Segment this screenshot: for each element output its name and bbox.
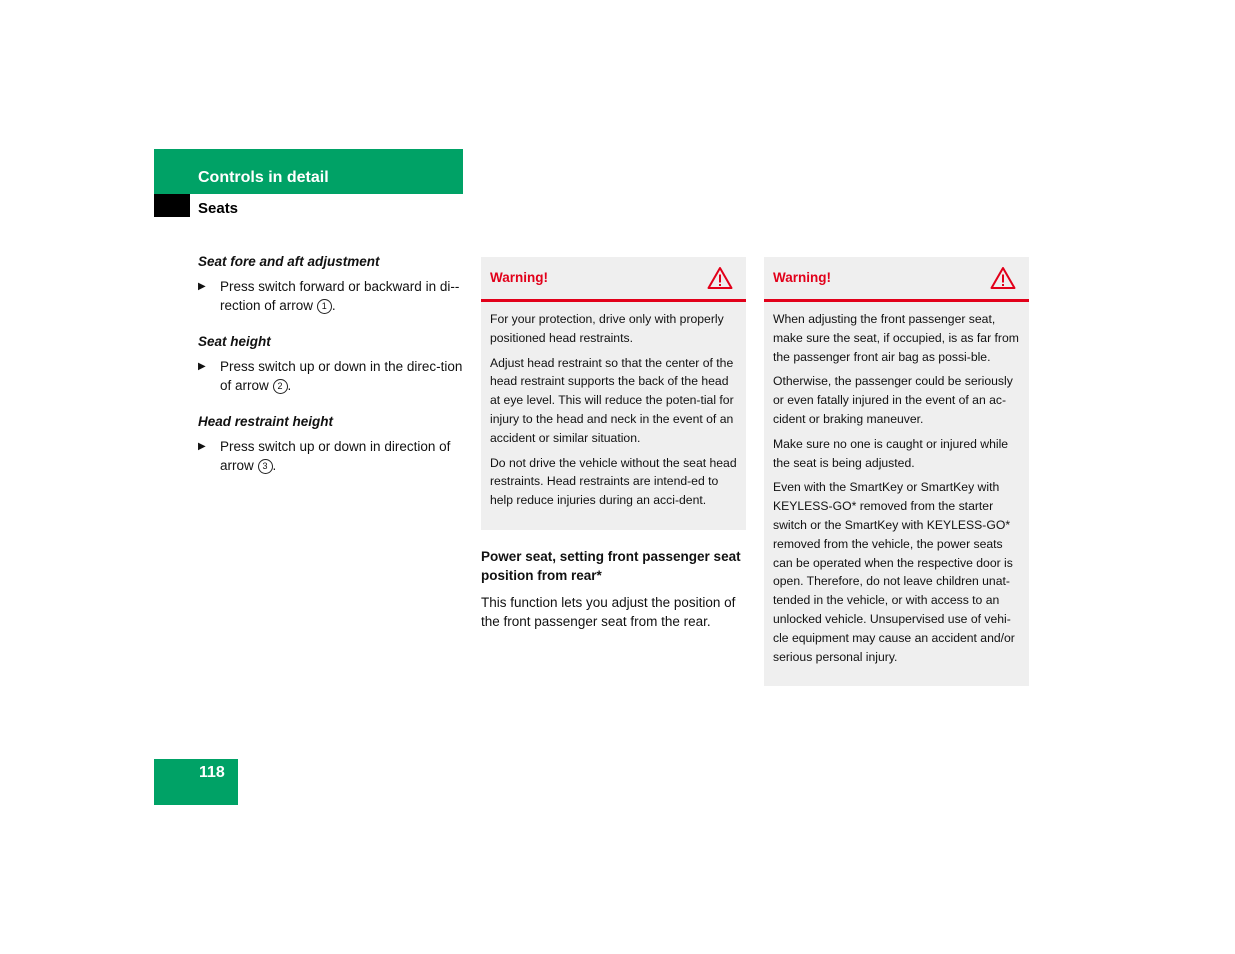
instructions-column xyxy=(198,252,464,492)
triangle-right-icon: ▶ xyxy=(198,281,206,292)
fore-aft-step: ▶ Press switch forward or backward in di-rection of arrow 1 . xyxy=(198,279,460,313)
seat-height-step: ▶ Press switch up or down in the direc-tion of arrow 2 . xyxy=(198,359,463,393)
warning-header xyxy=(764,257,1029,302)
arrow-3-badge: 3 xyxy=(258,459,273,474)
head-restraint-step: ▶ Press switch up or down in direction of arrow 3 . xyxy=(198,439,451,473)
warning-paragraph: Otherwise, the passenger could be seriously or even fatally injured in the event of an ac-cident or braking maneuver. xyxy=(773,374,1013,426)
warning-box-passenger-seat xyxy=(764,257,1029,686)
head-restraint-step-text: Press switch up or down in direction of arrow xyxy=(220,439,451,473)
triangle-right-icon: ▶ xyxy=(198,361,206,372)
seat-height-step-text: Press switch up or down in the direc-tion of arrow xyxy=(220,359,463,393)
fore-aft-heading: Seat fore and aft adjustment xyxy=(198,254,380,269)
seat-height-heading: Seat height xyxy=(198,334,271,349)
triangle-right-icon: ▶ xyxy=(198,441,206,452)
subsection-marker xyxy=(154,194,190,217)
warning-triangle-icon xyxy=(707,266,733,290)
power-seat-text: This function lets you adjust the position of the front passenger seat from the rear. xyxy=(481,595,736,629)
warning-paragraph: For your protection, drive only with properly positioned head restraints. xyxy=(490,312,724,345)
power-seat-heading: Power seat, setting front passenger seat position from rear* xyxy=(481,549,741,583)
warning-header xyxy=(481,257,746,302)
warning-body xyxy=(481,302,746,522)
power-seat-section xyxy=(481,547,749,631)
warning-label: Warning! xyxy=(490,270,548,285)
warning-paragraph: Even with the SmartKey or SmartKey with KEYLESS-GO* removed from the starter switch or the SmartKey with KEYLESS-GO* removed from the vehicle, the power seats can be operated when the respective door is open. Therefore, do not leave children unat-tended in the vehicle, or with access to an unlocked vehicle. Unsupervised use of vehi-cle equipment may cause an accident and/or serious personal injury. xyxy=(773,480,1015,664)
warning-triangle-icon xyxy=(990,266,1016,290)
page-number: 118 xyxy=(199,764,225,781)
warning-paragraph: Do not drive the vehicle without the seat head restraints. Head restraints are intend-ed to help reduce injuries during an acci-dent. xyxy=(490,455,737,508)
section-title: Controls in detail xyxy=(198,169,329,186)
warning-body xyxy=(764,302,1029,678)
warning-paragraph: Make sure no one is caught or injured while the seat is being adjusted. xyxy=(773,436,1009,470)
warning-paragraph: When adjusting the front passenger seat, make sure the seat, if occupied, is as far from the passenger front air bag as possi-ble. xyxy=(773,312,1019,364)
page-number-box xyxy=(154,759,238,805)
arrow-2-badge: 2 xyxy=(273,379,288,394)
fore-aft-step-text: Press switch forward or backward in di-rection of arrow xyxy=(220,279,460,313)
arrow-1-badge: 1 xyxy=(317,299,332,314)
warning-label: Warning! xyxy=(773,270,831,285)
warning-box-head-restraints xyxy=(481,257,746,530)
subsection-title: Seats xyxy=(198,200,239,217)
head-restraint-heading: Head restraint height xyxy=(198,414,334,429)
warning-paragraph: Adjust head restraint so that the center of the head restraint supports the back of the head at eye level. This will reduce the poten-tial for injury to the head and neck in the event of an accident or similar situation. xyxy=(490,355,734,445)
